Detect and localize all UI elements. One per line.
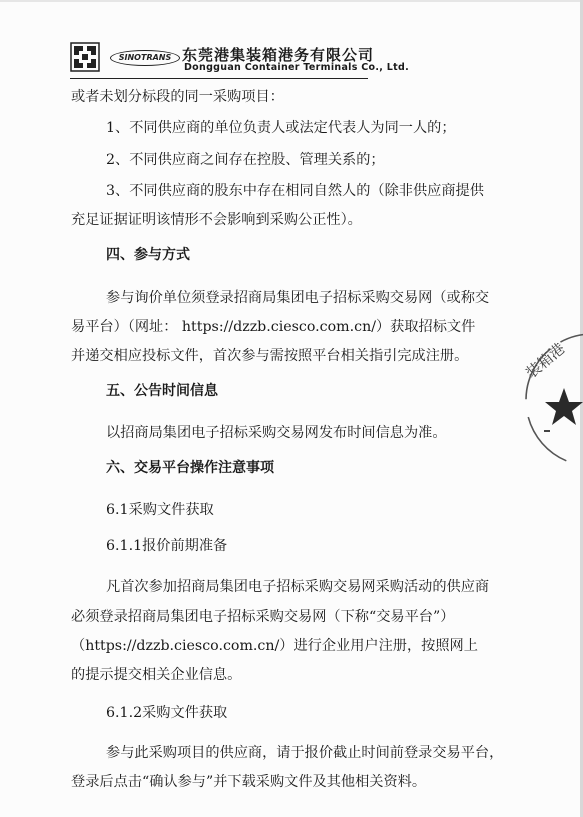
- section-heading: 六、交易平台操作注意事项: [106, 460, 274, 476]
- section-heading: 五、公告时间信息: [106, 383, 218, 399]
- section-heading: 四、参与方式: [106, 247, 190, 263]
- paragraph-line: 或者未划分标段的同一采购项目：: [71, 89, 284, 105]
- paragraph-line: 登录后点击“确认参与”并下载采购文件及其他相关资料。: [71, 774, 427, 790]
- page-top-edge: [0, 0, 583, 2]
- paragraph-line: 的提示提交相关企业信息。: [71, 667, 242, 683]
- subsection-heading: 6.1采购文件获取: [106, 502, 214, 518]
- paragraph-line: 易平台）（网址： https://dzzb.ciesco.com.cn/）获取招标文件: [71, 319, 476, 335]
- paragraph-line: 并递交相应投标文件，首次参与需按照平台相关指引完成注册。: [71, 348, 469, 364]
- seal-text: 装箱港: [522, 339, 569, 383]
- company-logo-icon: [70, 42, 100, 72]
- paragraph-line: 必须登录招商局集团电子招标采购交易网（下称“交易平台”）: [71, 609, 455, 625]
- header-rule: [70, 78, 368, 79]
- sinotrans-mark: SINOTRANS: [110, 50, 180, 66]
- paragraph-line: 参与询价单位须登录招商局集团电子招标采购交易网（或称交: [106, 290, 490, 306]
- company-name-cn: 东莞港集装箱港务有限公司: [182, 46, 375, 64]
- list-item-continuation: 充足证据证明该情形不会影响到采购公正性）。: [71, 212, 362, 228]
- paragraph-line: （https://dzzb.ciesco.com.cn/）进行企业用户注册，按照网上: [71, 638, 478, 654]
- subsection-heading: 6.1.1报价前期准备: [106, 538, 228, 554]
- paragraph-line: 凡首次参加招商局集团电子招标采购交易网采购活动的供应商: [106, 579, 490, 595]
- paragraph-line: 参与此采购项目的供应商，请于报价截止时间前登录交易平台，: [106, 745, 504, 761]
- list-item: 2、不同供应商之间存在控股、管理关系的；: [106, 152, 385, 168]
- list-item: 3、不同供应商的股东中存在相同自然人的（除非供应商提供: [106, 183, 484, 199]
- company-name-en: Dongguan Container Terminals Co., Ltd.: [184, 62, 410, 73]
- company-seal-stamp: [522, 330, 583, 470]
- paragraph-line: 以招商局集团电子招标采购交易网发布时间信息为准。: [106, 425, 447, 441]
- letterhead: [70, 42, 530, 76]
- subsection-heading: 6.1.2采购文件获取: [106, 705, 228, 721]
- seal-star-icon: [545, 388, 583, 425]
- list-item: 1、不同供应商的单位负责人或法定代表人为同一人的；: [106, 120, 456, 136]
